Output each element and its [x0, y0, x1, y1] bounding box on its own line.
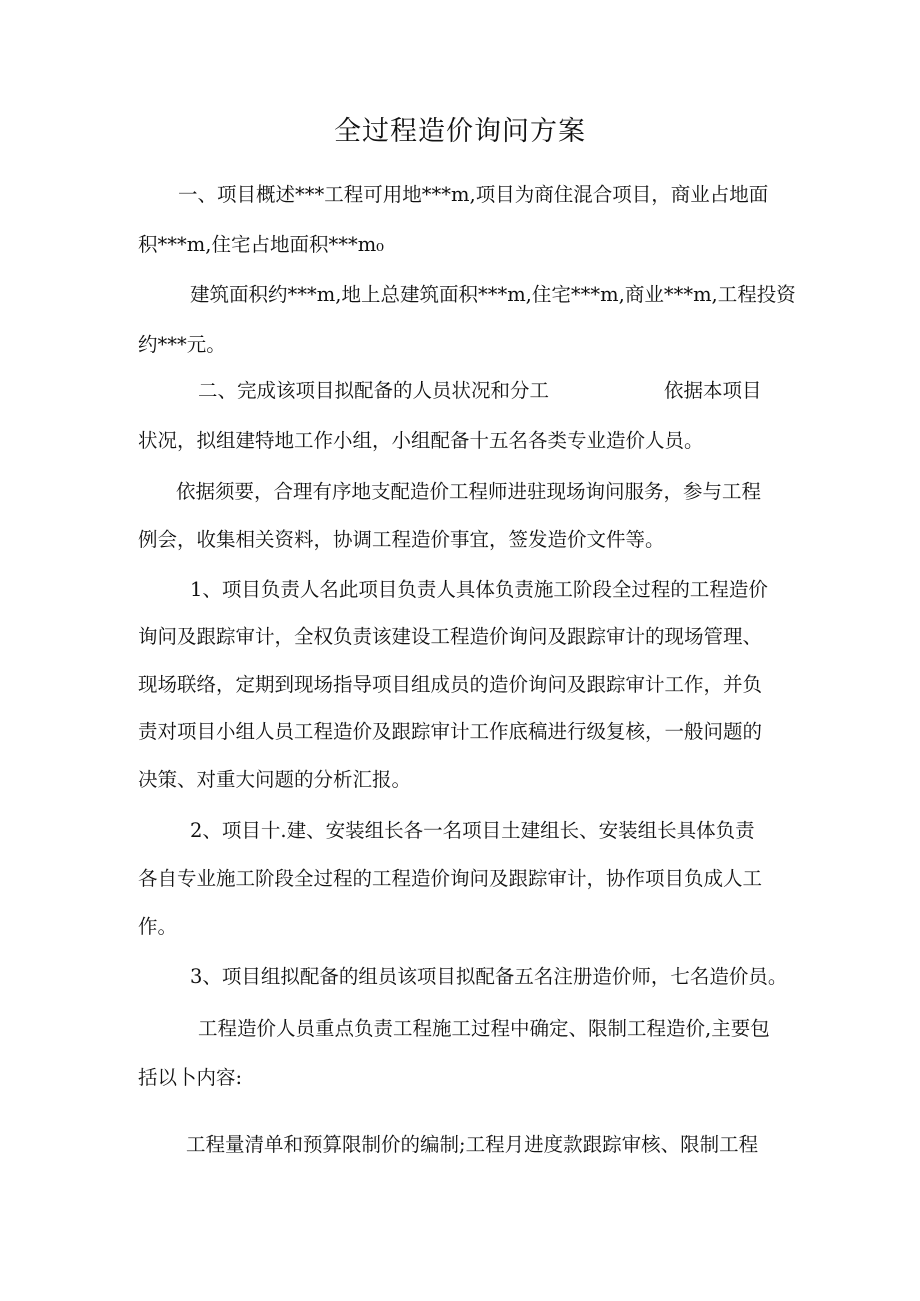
paragraph-line: 工程造价人员重点负责工程施工过程中确定、限制工程造价,主要包 [198, 1017, 770, 1040]
paragraph-line: 括以卜内容: [138, 1066, 243, 1089]
paragraph-line: 工程量清单和预算限制价的编制;工程月进度款跟踪审核、限制工程 [186, 1133, 759, 1156]
paragraph-line: 约***元。 [138, 333, 226, 356]
paragraph-line: 作。 [138, 915, 178, 938]
paragraph-line: 依据本项目 [664, 379, 762, 402]
section-heading: 二、完成该项目拟配备的人员状况和分工 [198, 379, 550, 402]
paragraph-line: 3、项目组拟配备的组员该项目拟配备五名注册造价师，七名造价员。 [190, 965, 788, 988]
paragraph-line: 询问及跟踪审计，全权负责该建设工程造价询问及跟踪审计的现场管理、 [138, 625, 763, 648]
paragraph-line: 状况，拟组建特地工作小组，小组配备十五名各类专业造价人员。 [138, 429, 704, 452]
paragraph-line: 责对项目小组人员工程造价及跟踪审计工作底稿进行级复核，一般问题的 [138, 720, 763, 743]
paragraph-line: 例会，收集相关资料，协调工程造价事宜，签发造价文件等。 [138, 528, 665, 551]
paragraph-line: 现场联络，定期到现场指导项目组成员的造价询问及跟踪审计工作，并负 [138, 673, 763, 696]
paragraph-line: 1、项目负责人名此项目负责人具体负责施工阶段全过程的工程造价 [190, 578, 768, 601]
paragraph-line: 2、项目十.建、安装组长各一名项目土建组长、安装组长具体负责 [190, 819, 755, 842]
paragraph-line: 积***m,住宅占地面积***m₀ [138, 233, 384, 256]
paragraph-line: 一、项目概述***工程可用地***m,项目为商住混合项目，商业占地面 [178, 183, 769, 206]
paragraph-line: 决策、对重大问题的分析汇报。 [138, 768, 412, 791]
paragraph-line: 依据须要，合理有序地支配造价工程师进驻现场询问服务，参与工程 [176, 480, 762, 503]
paragraph-line: 各自专业施工阶段全过程的工程造价询问及跟踪审计，协作项目负成人工 [138, 867, 763, 890]
paragraph-line: 建筑面积约***m,地上总建筑面积***m,住宅***m,商业***m,工程投资 [190, 283, 796, 306]
document-title: 全过程造价询问方案 [334, 116, 586, 147]
